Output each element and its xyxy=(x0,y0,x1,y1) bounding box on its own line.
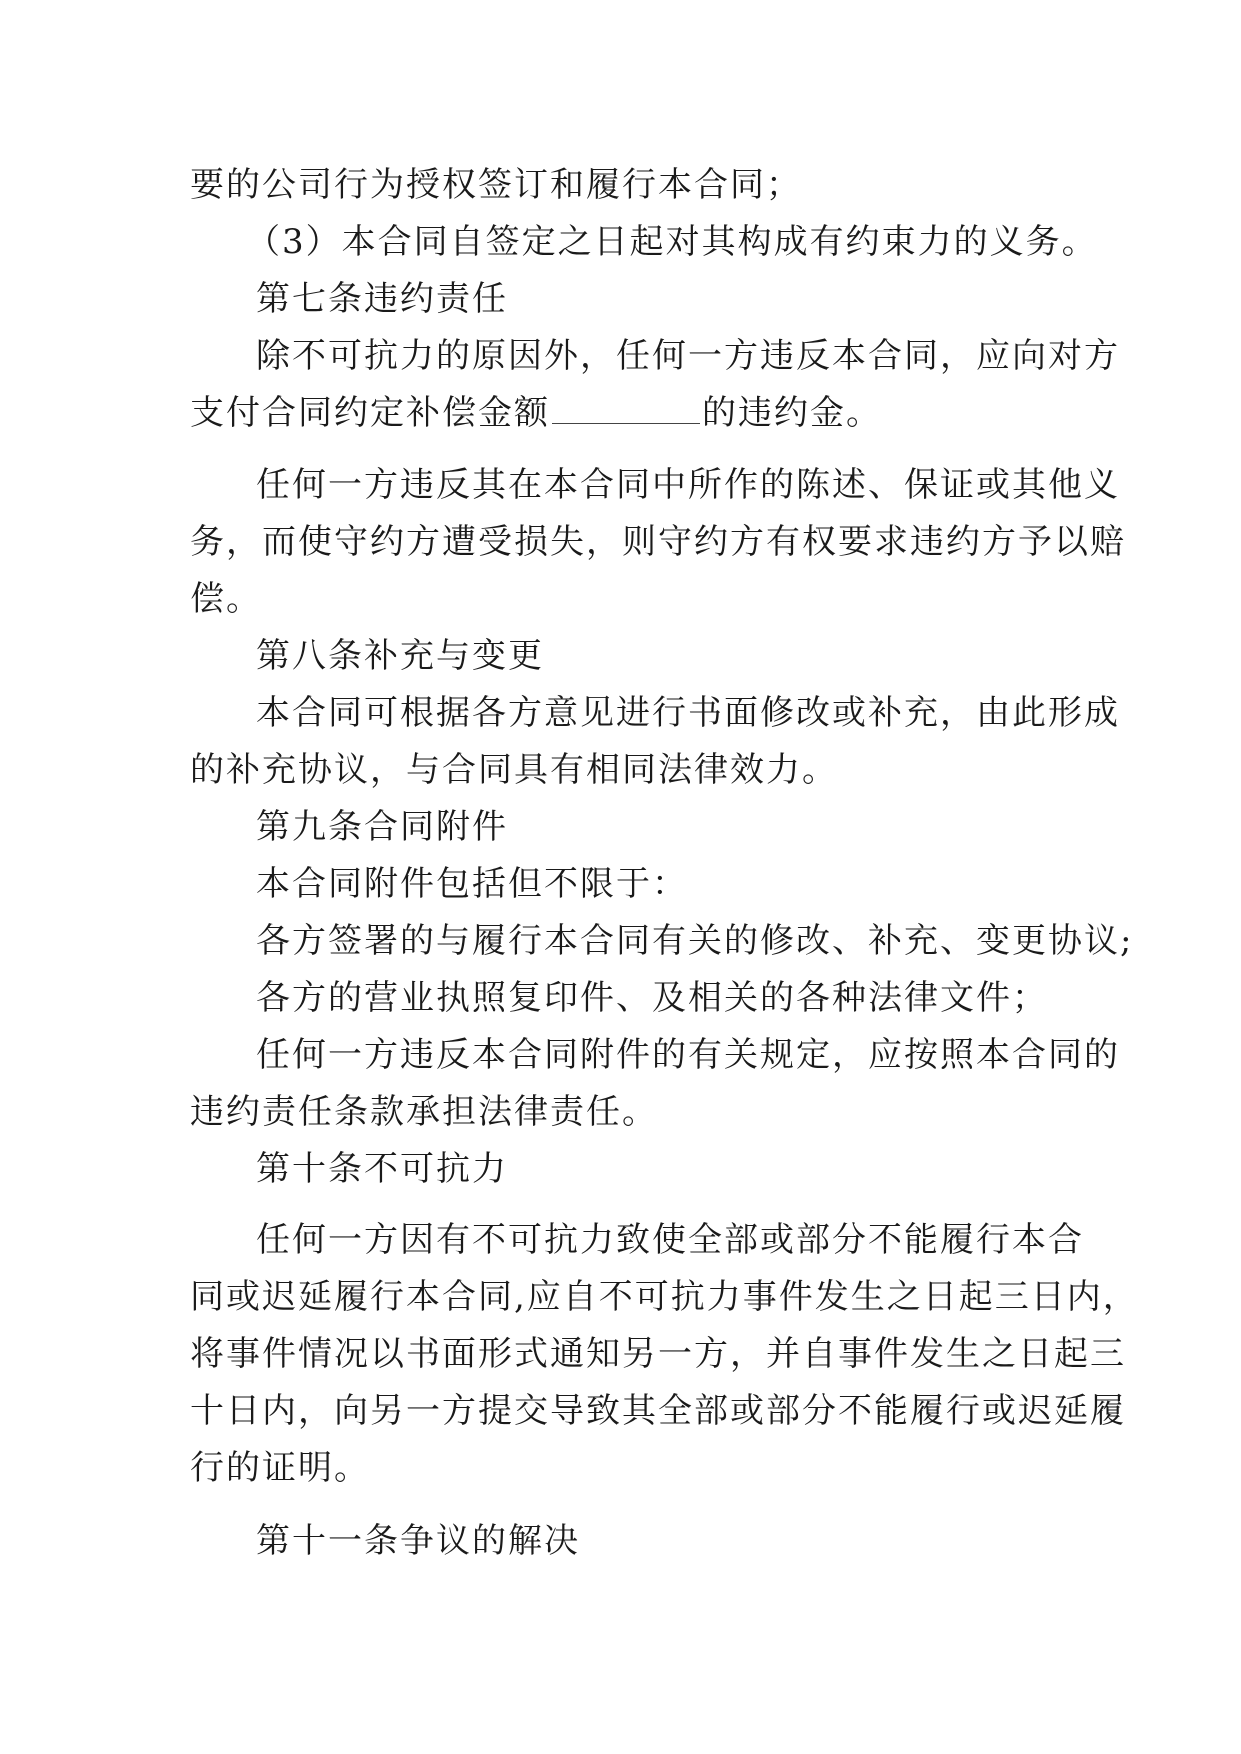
paragraph-line: 将事件情况以书面形式通知另一方，并自事件发生之日起三 xyxy=(190,1334,1126,1374)
clause-item-3: （3）本合同自签定之日起对其构成有约束力的义务。 xyxy=(246,222,1098,262)
section-heading-article-11: 第十一条争议的解决 xyxy=(256,1521,580,1561)
paragraph-line: 除不可抗力的原因外，任何一方违反本合同，应向对方 xyxy=(256,336,1120,376)
section-heading-article-8: 第八条补充与变更 xyxy=(256,636,544,676)
paragraph-line: 本合同附件包括但不限于： xyxy=(256,864,688,904)
paragraph-line: 各方签署的与履行本合同有关的修改、补充、变更协议; xyxy=(256,921,1134,961)
paragraph-line: 同或迟延履行本合同,应自不可抗力事件发生之日起三日内， xyxy=(190,1277,1139,1317)
section-heading-article-7: 第七条违约责任 xyxy=(256,279,508,319)
paragraph-line: 任何一方违反本合同附件的有关规定，应按照本合同的 xyxy=(256,1035,1120,1075)
paragraph-line: 行的证明。 xyxy=(190,1448,370,1488)
fill-in-blank xyxy=(552,393,700,424)
section-heading-article-9: 第九条合同附件 xyxy=(256,807,508,847)
paragraph-line: 违约责任条款承担法律责任。 xyxy=(190,1092,658,1132)
paragraph-line: 任何一方违反其在本合同中所作的陈述、保证或其他义 xyxy=(256,465,1120,505)
section-heading-article-10: 第十条不可抗力 xyxy=(256,1149,508,1189)
paragraph-line: 本合同可根据各方意见进行书面修改或补充，由此形成 xyxy=(256,693,1120,733)
paragraph-line: 要的公司行为授权签订和履行本合同； xyxy=(190,165,802,205)
paragraph-line: 任何一方因有不可抗力致使全部或部分不能履行本合 xyxy=(256,1220,1084,1260)
paragraph-line: 十日内，向另一方提交导致其全部或部分不能履行或迟延履 xyxy=(190,1391,1126,1431)
text-segment: 的违约金。 xyxy=(702,393,882,433)
paragraph-line: 偿。 xyxy=(190,579,262,619)
paragraph-line-with-blank xyxy=(190,383,1060,443)
paragraph-line: 各方的营业执照复印件、及相关的各种法律文件； xyxy=(256,978,1048,1018)
paragraph-line: 的补充协议，与合同具有相同法律效力。 xyxy=(190,750,838,790)
text-segment: 支付合同约定补偿金额 xyxy=(190,393,550,433)
paragraph-line: 务，而使守约方遭受损失，则守约方有权要求违约方予以赔 xyxy=(190,522,1126,562)
